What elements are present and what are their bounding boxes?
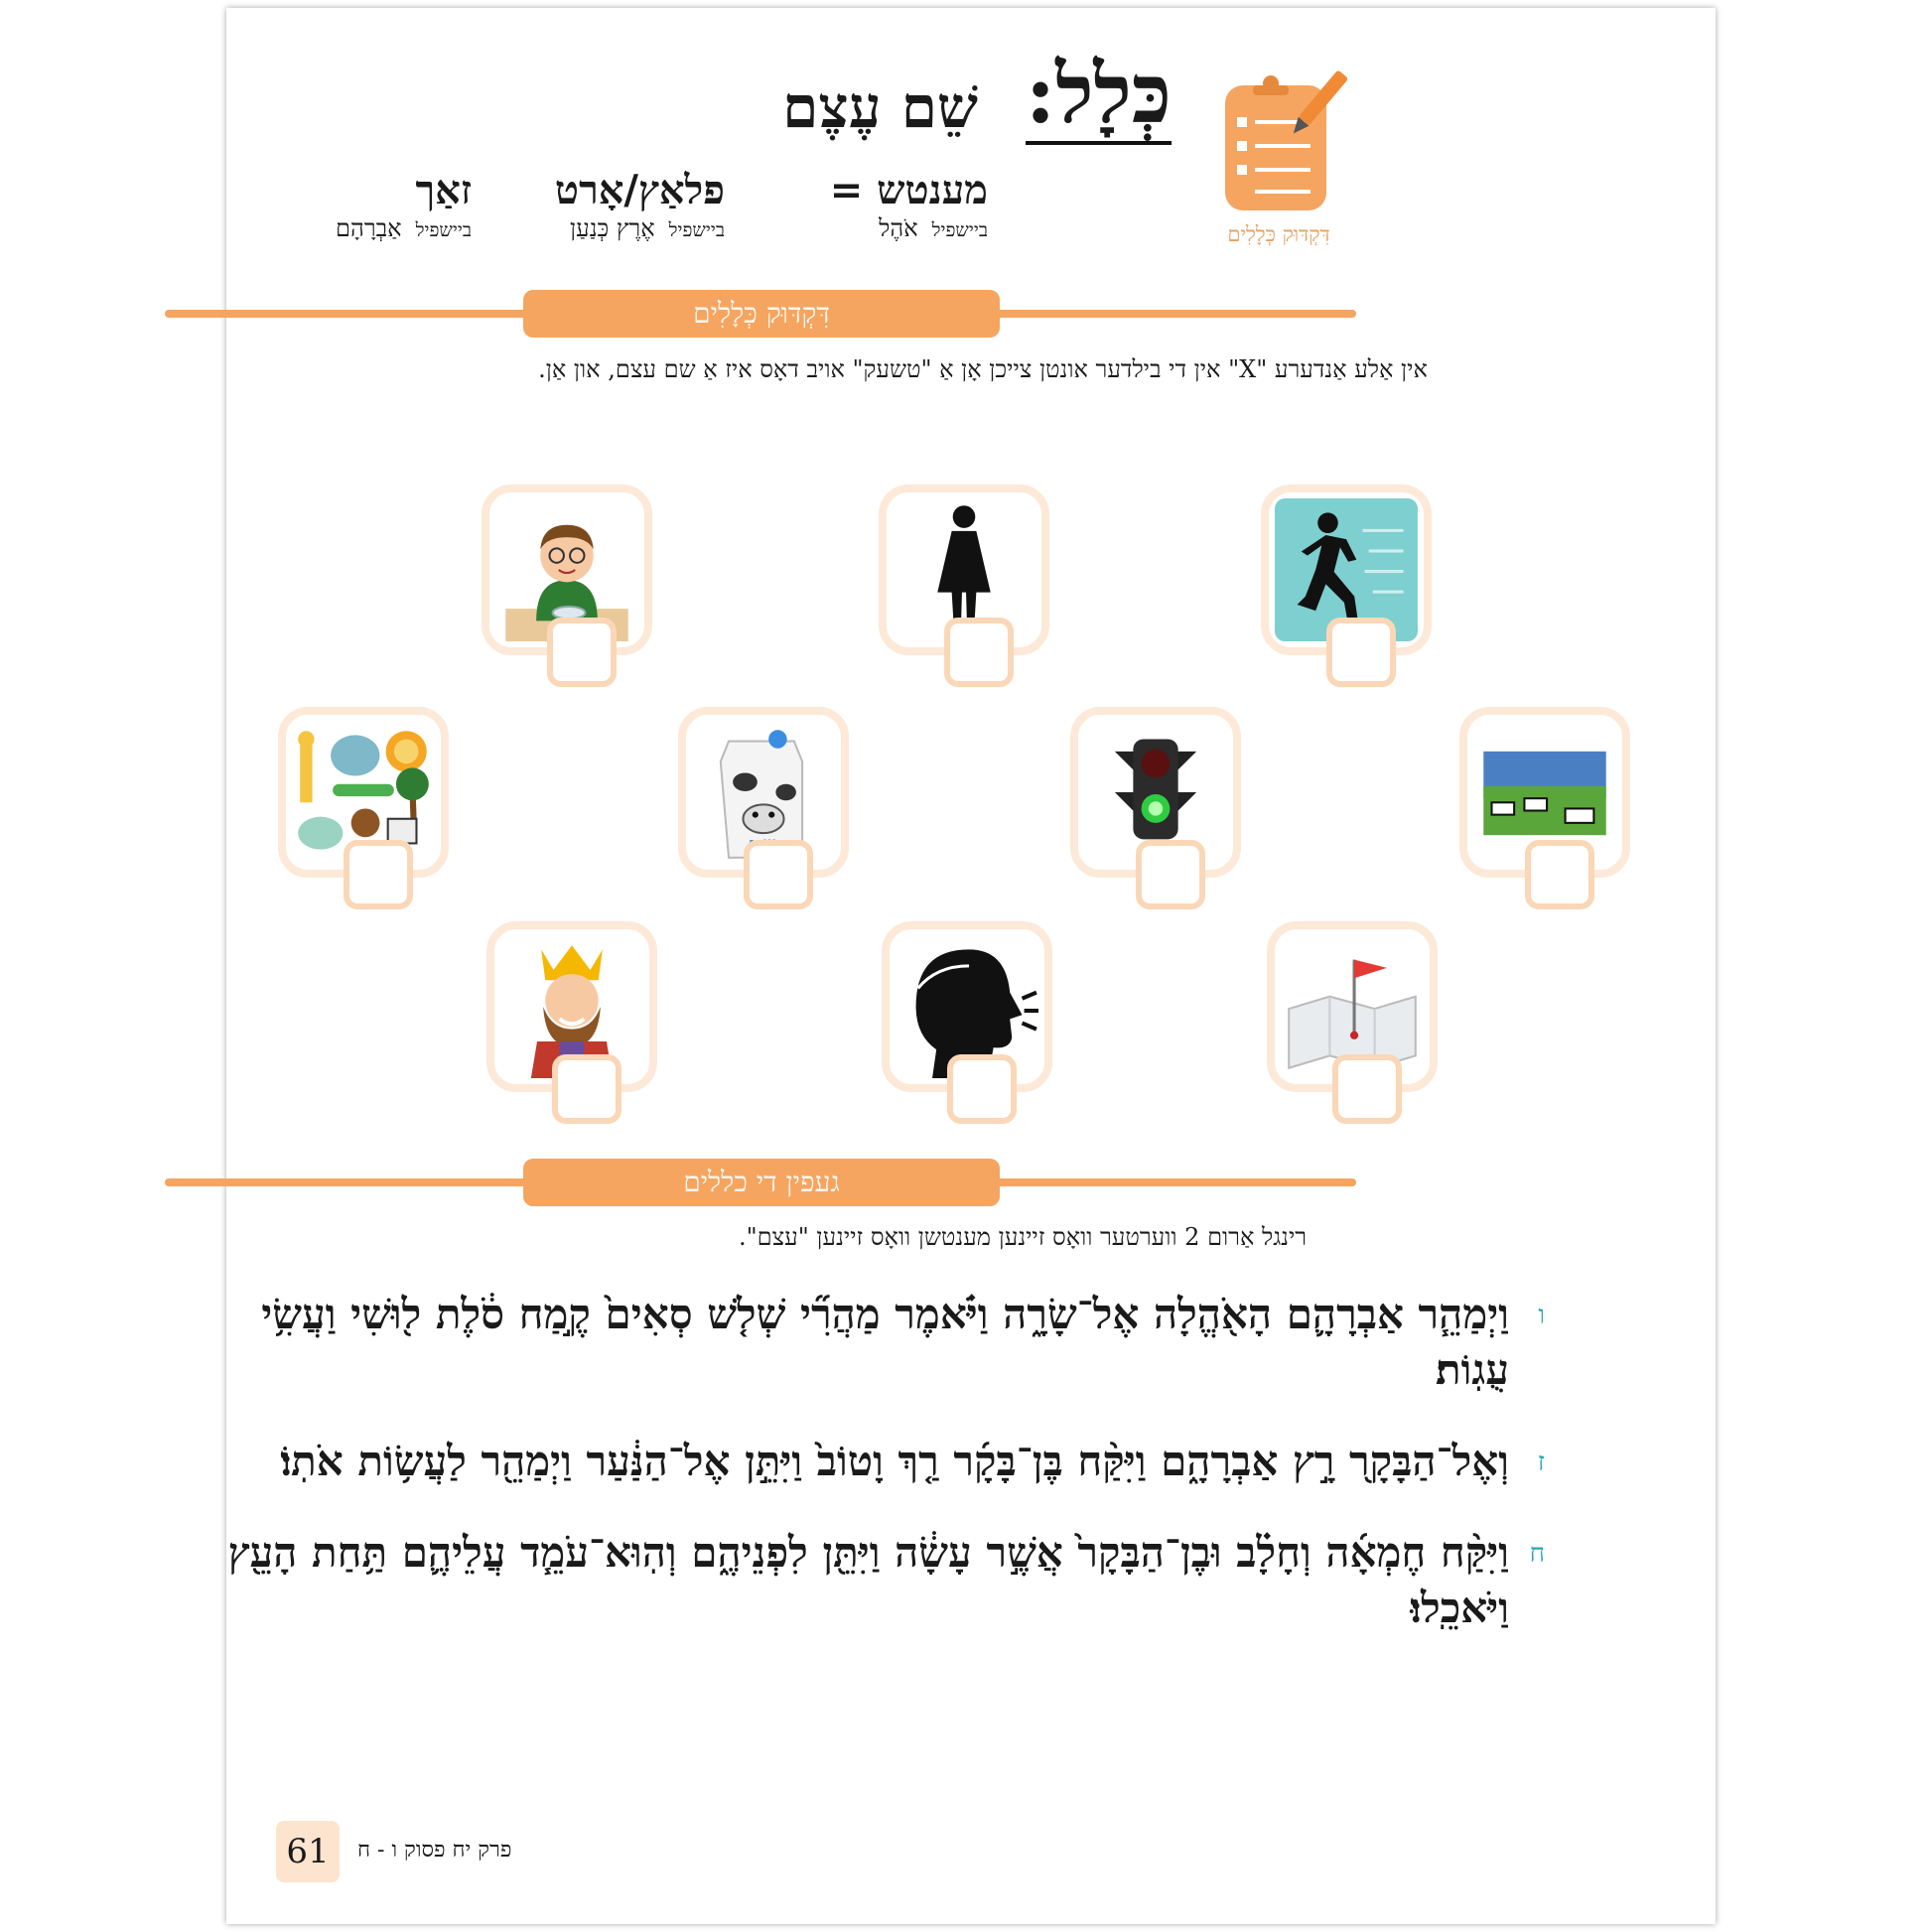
section2-instruction: רינגל אַרום 2 ווערטער וואָס זיינען מענטשן וואָס זיינען "עצם". <box>738 1223 1308 1251</box>
verse-number: ו <box>1538 1301 1545 1330</box>
verse <box>218 1287 1545 1398</box>
verse <box>218 1434 1545 1489</box>
verse-number: ח <box>1529 1539 1545 1569</box>
verse <box>218 1525 1545 1636</box>
card-runner <box>1261 484 1432 655</box>
verse-text[interactable]: וַיִּקַּ֨ח חֶמְאָ֜ה וְחָלָ֗ב וּבֶן־הַבָּקָר֙ אֲשֶׁ֣ר עָשָׂ֔ה וַיִּתֵּ֖ן לִפְנֵיהֶ֑ם וְהֽוּא־עֹמֵ֧ד עֲלֵיהֶ֛ם תַּ֥חַת הָעֵ֖ץ וַיֹּאכֵֽלוּ׃ <box>227 1528 1509 1632</box>
kelal-label: כְּלָל: <box>1026 52 1172 145</box>
card-cows-field <box>1459 707 1630 878</box>
check-box[interactable] <box>947 1054 1017 1124</box>
section2-title: געפין די כללים <box>523 1159 1000 1206</box>
check-box[interactable] <box>552 1054 621 1124</box>
check-box[interactable] <box>344 840 413 909</box>
verse-text[interactable]: וַיְמַהֵ֧ר אַבְרָהָ֛ם הָאֹ֖הֱלָה אֶל־שָׂרָ֑ה וַיֹּ֗אמֶר מַהֲרִ֞י שְׁלֹ֤שׁ סְאִים֙ קֶ֣מַח סֹ֔לֶת ל֖וּשִׁי וַעֲשִׂ֥י עֻגֽוֹת׃ <box>261 1290 1509 1394</box>
card-king <box>486 921 657 1092</box>
check-box[interactable] <box>1326 618 1396 687</box>
card-speaking-head <box>882 921 1052 1092</box>
card-woman <box>879 484 1049 655</box>
verse-text[interactable]: וְאֶל־הַבָּקָ֖ר רָ֣ץ אַבְרָהָ֑ם וַיִּקַּ֨ח בֶּן־בָּקָ֜ר רַ֤ךְ וָטוֹב֙ וַיִּתֵּ֣ן אֶל־הַנַּ֔עַר וַיְמַהֵ֖ר לַעֲשׂ֥וֹת אֹתֽוֹ׃ <box>280 1437 1509 1485</box>
check-box[interactable] <box>1525 840 1594 909</box>
category-person: מענטש = ביישפילאֹהֶל <box>829 167 988 242</box>
rule-title <box>556 47 1172 171</box>
check-box[interactable] <box>1332 1054 1402 1124</box>
card-map-flag <box>1267 921 1438 1092</box>
chapter-reference: פרק יח פסוק ו - ח <box>357 1838 512 1863</box>
card-animals <box>278 707 449 878</box>
card-milk <box>678 707 849 878</box>
card-traffic-light <box>1070 707 1241 878</box>
check-box[interactable] <box>744 840 813 909</box>
card-boy-eating <box>482 484 652 655</box>
clipboard-pencil-icon <box>1219 66 1348 248</box>
verses-list <box>218 1287 1545 1672</box>
check-box[interactable] <box>1136 840 1205 909</box>
check-box[interactable] <box>547 618 617 687</box>
category-place: פלאַץ/אָרט ביישפילאֶרֶץ כְּנַעַן <box>554 167 725 242</box>
section1-title: דִּקְדּוּק כְּלָלִים <box>523 290 1000 338</box>
subject-title: שֵׁם עֶצֶם <box>782 73 978 141</box>
category-thing: זאַך ביישפילאַבְרָהָם <box>336 167 472 242</box>
page-number: 61 <box>276 1821 340 1882</box>
verse-number: ז <box>1537 1448 1545 1477</box>
logo-caption: דִּקְדּוּק כְּלָלִים <box>1227 222 1330 246</box>
check-box[interactable] <box>944 618 1014 687</box>
section1-instruction: אין אַלע אַנדערע "X" אין די בילדער אונטן צייכן אָן אַ "טשעק" אויב דאָס איז אַ שם עצם, און אַן. <box>538 355 1428 383</box>
